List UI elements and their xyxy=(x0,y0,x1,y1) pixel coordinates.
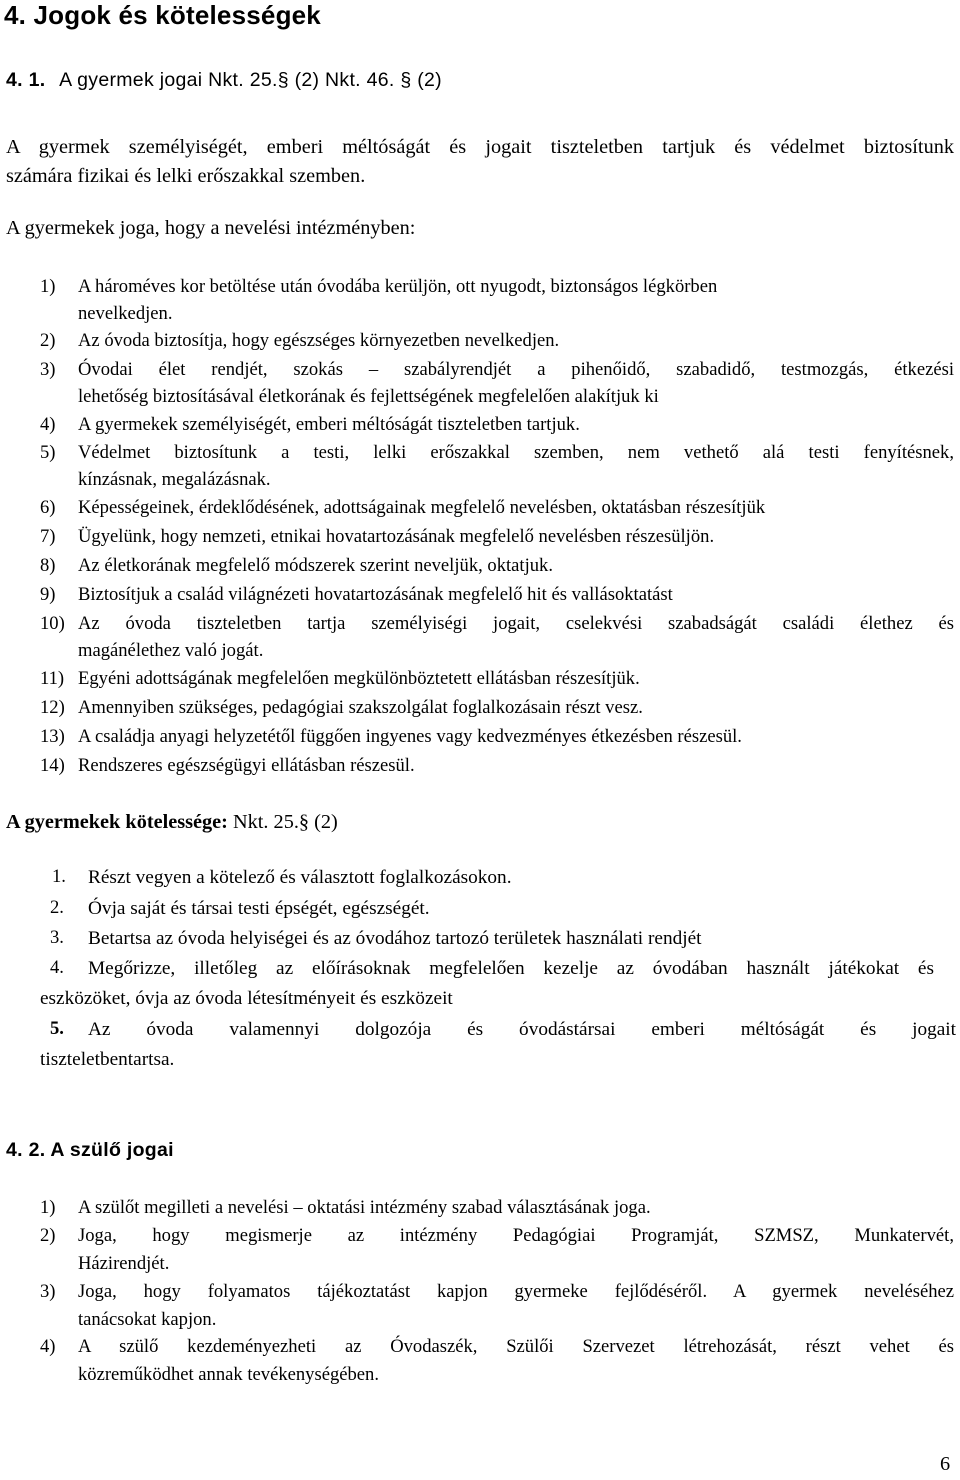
list-text: A szülőt megilleti a nevelési – oktatási intézmény szabad választásának joga. xyxy=(78,1197,651,1218)
duties-heading-bold: A gyermekek kötelessége: xyxy=(6,811,228,833)
duties-heading xyxy=(6,810,338,834)
list-text: Betartsa az óvoda helyiségei és az óvodához tartozó területek használati rendjét xyxy=(88,928,702,949)
list-number: 4) xyxy=(40,414,56,435)
list-text: nevelkedjen. xyxy=(78,303,173,324)
list-text: közreműködhet annak tevékenységében. xyxy=(78,1364,379,1385)
list-text: A gyermekek személyiségét, emberi méltóságát tiszteletben tartjuk. xyxy=(78,414,580,435)
list-number: 13) xyxy=(40,726,65,747)
list-number: 4. xyxy=(50,957,64,978)
list-text: A hároméves kor betöltése után óvodába kerüljön, ott nyugodt, biztonságos légkörben xyxy=(78,276,718,297)
list-number: 14) xyxy=(40,755,65,776)
list-number: 3) xyxy=(40,359,56,380)
list-text: Részt vegyen a kötelező és választott foglalkozásokon. xyxy=(88,867,512,888)
list-text: A szülő kezdeményezheti az Óvodaszék, Szülői Szervezet létrehozását, részt vehet és xyxy=(78,1336,954,1357)
list-number: 7) xyxy=(40,526,56,547)
list-text: Az óvoda tiszteletben tartja személyiségi jogait, cselekvési szabadságát családi élethez és xyxy=(78,613,954,634)
list-text: A családja anyagi helyzetétől függően ingyenes vagy kedvezményes étkezésben részesül. xyxy=(78,726,742,747)
list-text: Az óvoda valamennyi dolgozója és óvodástársai emberi méltóságát és jogait xyxy=(88,1019,956,1040)
list-text: Az életkorának megfelelő módszerek szerint neveljük, oktatjuk. xyxy=(78,555,553,576)
intro-paragraph-line: A gyermek személyiségét, emberi méltóságát és jogait tiszteletben tartjuk és védelmet biztosítunk xyxy=(6,136,954,158)
list-number: 9) xyxy=(40,584,56,605)
list-number: 5) xyxy=(40,442,56,463)
rights-intro: A gyermekek joga, hogy a nevelési intézményben: xyxy=(6,217,416,239)
list-number: 1) xyxy=(40,1197,56,1218)
list-number: 10) xyxy=(40,613,65,634)
list-text: kínzásnak, megalázásnak. xyxy=(78,469,271,490)
list-number: 5. xyxy=(50,1018,64,1039)
section-number: 4. 1. xyxy=(6,69,46,91)
list-number: 4) xyxy=(40,1336,56,1357)
list-number: 2) xyxy=(40,330,56,351)
list-number: 2) xyxy=(40,1225,56,1246)
section-title: A gyermek jogai Nkt. 25.§ (2) Nkt. 46. § (2) xyxy=(59,69,442,91)
duties-heading-ref: Nkt. 25.§ (2) xyxy=(232,811,338,833)
list-text: Joga, hogy megismerje az intézmény Pedagógiai Programját, SZMSZ, Munkatervét, xyxy=(78,1225,954,1246)
section-heading-parent-rights: 4. 2. A szülő jogai xyxy=(6,1139,174,1161)
list-number: 2. xyxy=(50,897,64,918)
list-text: Egyéni adottságának megfelelően megkülönböztetett ellátásban részesítjük. xyxy=(78,668,640,689)
list-number: 1) xyxy=(40,276,56,297)
list-text: tiszteletbentartsa. xyxy=(40,1049,175,1070)
list-number: 1. xyxy=(52,866,66,887)
list-number: 3) xyxy=(40,1281,56,1302)
list-number: 6) xyxy=(40,497,56,518)
page-number: 6 xyxy=(940,1453,951,1475)
intro-paragraph-line: számára fizikai és lelki erőszakkal szemben. xyxy=(6,165,366,187)
list-text: Joga, hogy folyamatos tájékoztatást kapjon gyermeke fejlődéséről. A gyermek neveléséhez xyxy=(78,1281,954,1302)
list-text: Biztosítjuk a család világnézeti hovatartozásának megfelelő hit és vallásoktatást xyxy=(78,584,673,605)
list-text: Amennyiben szükséges, pedagógiai szakszolgálat foglalkozásain részt vesz. xyxy=(78,697,643,718)
list-text: Házirendjét. xyxy=(78,1253,170,1274)
list-text: Ügyelünk, hogy nemzeti, etnikai hovatartozásának megfelelő nevelésben részesüljön. xyxy=(78,526,715,547)
list-number: 11) xyxy=(40,668,65,689)
section-heading-child-rights xyxy=(6,69,442,92)
list-text: tanácsokat kapjon. xyxy=(78,1309,217,1330)
list-text: magánélethez való jogát. xyxy=(78,640,264,661)
list-number: 8) xyxy=(40,555,56,576)
list-text: Megőrizze, illetőleg az előírásoknak megfelelően kezelje az óvodában használt játékokat és xyxy=(88,958,934,979)
list-number: 3. xyxy=(50,927,64,948)
list-text: Képességeinek, érdeklődésének, adottságainak megfelelő nevelésben, oktatásban részesítjük xyxy=(78,497,766,518)
list-text: Óvja saját és társai testi épségét, egészségét. xyxy=(88,898,430,919)
list-text: Az óvoda biztosítja, hogy egészséges környezetben nevelkedjen. xyxy=(78,330,560,351)
chapter-title: 4. Jogok és kötelességek xyxy=(4,0,321,30)
list-text: Óvodai élet rendjét, szokás – szabályrendjét a pihenőidő, szabadidő, testmozgás, étkezési xyxy=(78,359,954,380)
list-text: eszközöket, óvja az óvoda létesítményeit és eszközeit xyxy=(40,988,453,1009)
list-number: 12) xyxy=(40,697,65,718)
list-text: Védelmet biztosítunk a testi, lelki erőszakkal szemben, nem vethető alá testi fenyítésnek, xyxy=(78,442,954,463)
list-text: lehetőség biztosításával életkorának és fejlettségének megfelelően alakítjuk ki xyxy=(78,386,659,407)
list-text: Rendszeres egészségügyi ellátásban részesül. xyxy=(78,755,415,776)
